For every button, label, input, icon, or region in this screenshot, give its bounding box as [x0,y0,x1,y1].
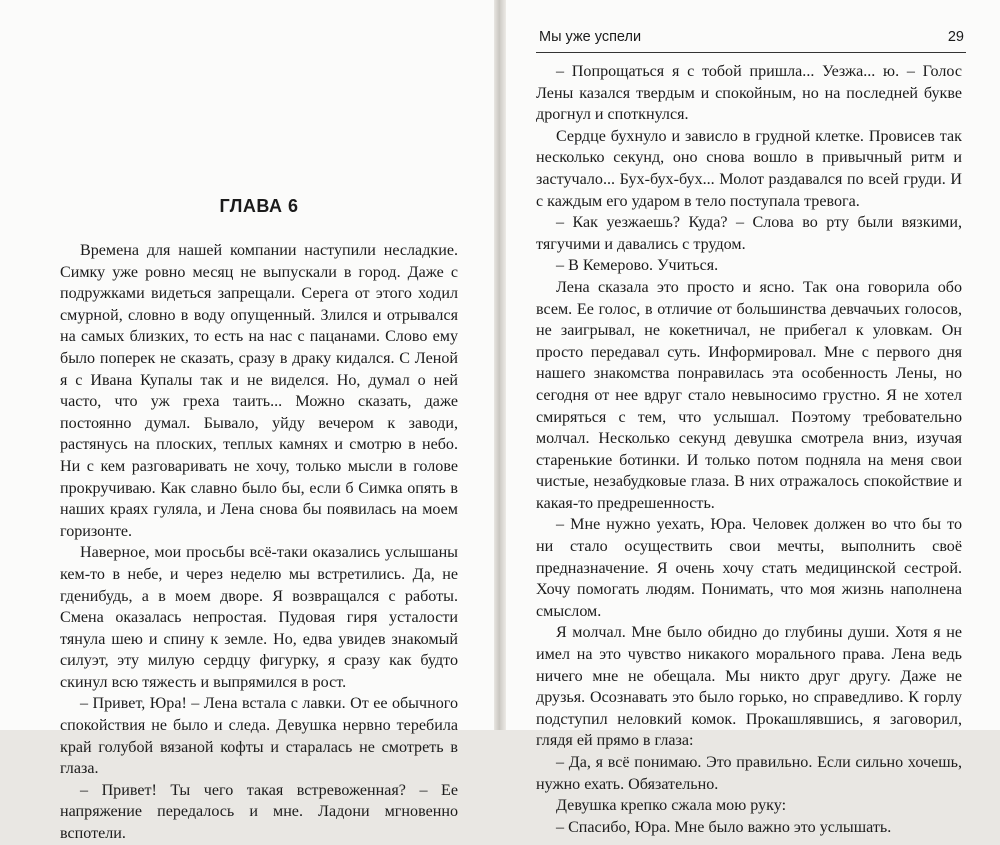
paragraph: Я молчал. Мне было обидно до глубины души. Хотя я не имел на это чувство никакого морального права. Лена ведь ничего мне не обещала. Мы никто друг другу. Даже не друзья. Осознавать это было горько, но справедливо. К горлу подступил неловкий комок. Прокашлявшись, я заговорил, глядя ей прямо в глаза: [536,624,962,750]
paragraph: – В Кемерово. Учиться. [556,257,719,275]
left-page [0,0,494,843]
chapter-title: ГЛАВА 6 [219,196,299,216]
paragraph: – Да, я всё понимаю. Это правильно. Если сильно хочешь, нужно ехать. Обязательно. [536,754,962,793]
paragraph: Девушка крепко сжала мою руку: [556,797,787,815]
paragraph: – Мне нужно уехать, Юра. Человек должен во что бы то ни стало осуществить свои мечты, выполнить своё предназначение. Я очень хочу стать медицинской сестрой. Хочу помогать людям. Понимать, что моя жизнь наполнена смыслом. [536,516,962,620]
paragraph: – Привет, Юра! – Лена встала с лавки. От ее обычного спокойствия не было и следа. Девушка нервно теребила край голубой вязаной кофты и старалась не смотреть в глаза. [60,695,458,778]
left-page-body [60,240,458,845]
paragraph: Времена для нашей компании наступили несладкие. Симку уже ровно месяц не выпускали в город. Даже с подружками видеться запрещали. Серега от этого ходил смурной, словно в воду опущенный. Злился и отрывался на самых близких, то есть на нас с пацанами. Слово ему было поперек не сказать, сразу в драку кидался. С Леной я с Ивана Купалы так и не виделся. Но, думал о ней часто, что уж греха таить... Можно сказать, даже постоянно думал. Бывало, уйду вечером к заводи, растянусь на плоских, теплых камнях и смотрю в небо. Ни с кем разговаривать не хочу, только мысли в голове прокручиваю. Как славно было бы, если б Симка опять в наших краях гуляла, и Лена снова бы появилась на моем горизонте. [60,242,458,540]
paragraph: Сердце бухнуло и зависло в грудной клетке. Провисев так несколько секунд, оно снова вошло в привычный ритм и застучало... Бух-бух-бух... Молот раздавался по всей груди. И с каждым его ударом в тело поступала тревога. [536,127,962,210]
book-gutter [494,0,506,730]
paragraph: – Как уезжаешь? Куда? – Слова во рту были вязкими, тягучими и давались с трудом. [536,214,962,253]
right-page-body [536,61,962,838]
right-page [506,0,1000,836]
page-number: 29 [947,29,964,45]
paragraph: Лена сказала это просто и ясно. Так она говорила обо всем. Ее голос, в отличие от большинства девчачьих голосов, не заигрывал, не кокетничал, не прибегал к уловкам. Он просто передавал суть. Информировал. Мне с первого дня нашего знакомства понравилась эта особенность Лены, но сегодня от нее вдруг стало невыносимо грустно. Я не хотел смиряться с тем, что услышал. Поэтому требовательно молчал. Несколько секунд девушка смотрела вниз, изучая старенькие ботинки. И только потом подняла на меня свои чистые, незабудковые глаза. В них отражалось спокойствие и какая-то предрешенность. [536,278,962,512]
paragraph: – Спасибо, Юра. Мне было важно это услышать. [556,818,892,836]
paragraph: – Привет! Ты чего такая встревоженная? – Ее напряжение передалось и мне. Ладони мгновенно вспотели. [60,781,458,843]
running-header [536,28,966,53]
paragraph: Наверное, мои просьбы всё-таки оказались услышаны кем-то в небе, и через неделю мы встретились. Да, не гденибудь, а в моем дворе. Я возвращался с работы. Смена оказалась непростая. Пудовая гиря усталости тянула шею и спину к земле. Но, едва увидев знакомый силуэт, эту милую сердцу фигурку, я сразу как будто скинул всю тяжесть и выпрямился в рост. [60,544,458,691]
running-title: Мы уже успели [539,29,642,45]
paragraph: – Попрощаться я с тобой пришла... Уезжа... ю. – Голос Лены казался твердым и спокойным, но на последней букве дрогнул и споткнулся. [536,63,962,124]
